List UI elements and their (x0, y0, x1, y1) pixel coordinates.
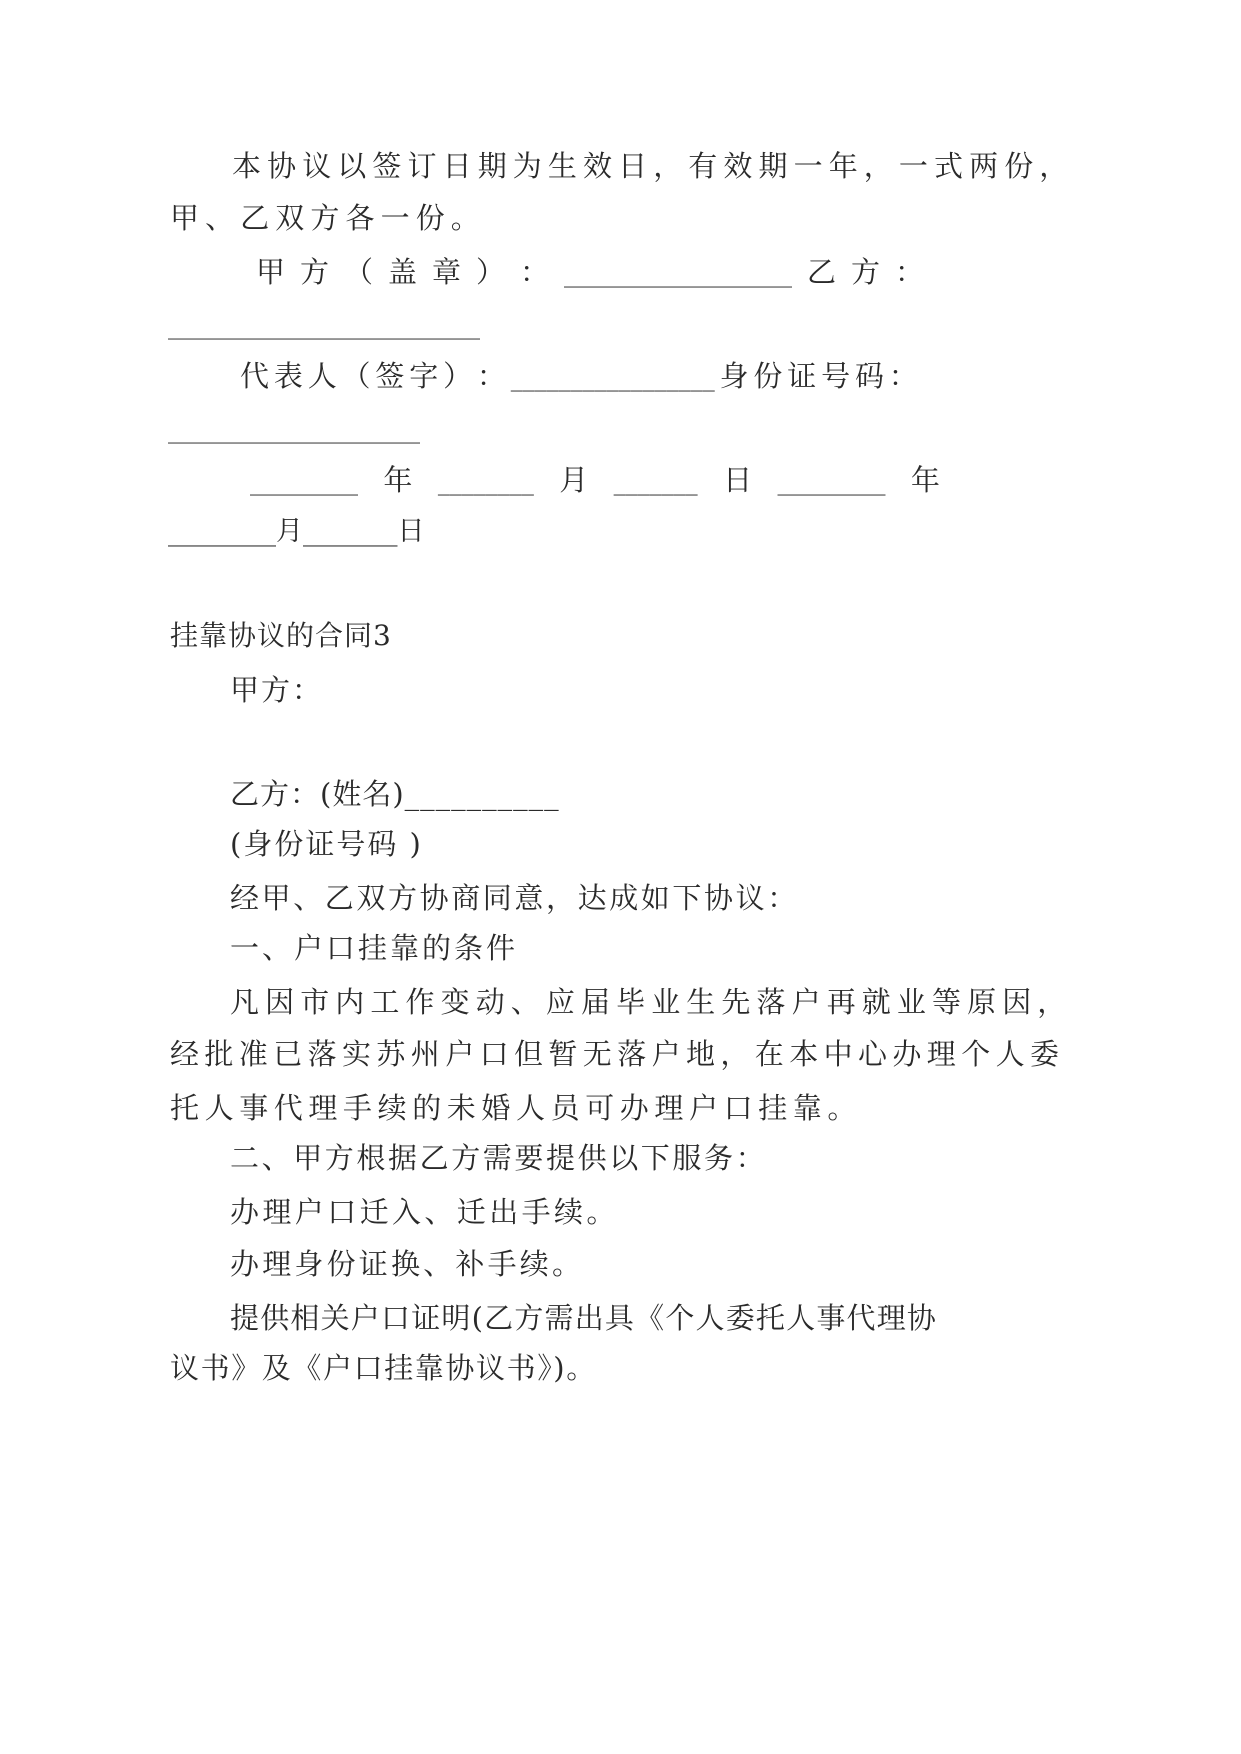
date-char: 年 (910, 463, 940, 497)
id-label: (身份证号码 ) (230, 827, 423, 861)
char: （ (341, 359, 371, 393)
char: ） (476, 255, 506, 289)
date-char: 月 (559, 463, 589, 497)
char: 证 (787, 359, 817, 393)
char: 字 (409, 359, 439, 393)
char: 代 (240, 359, 270, 393)
char: 表 (273, 359, 303, 393)
date-char: 日 (723, 463, 753, 497)
clause-1-line-1-text: 凡因市内工作变动、应届毕业生先落户再就业等原因， (230, 985, 1073, 1019)
clause-1-line-1 (230, 982, 1073, 1022)
clause-2-item-3-line-2: 议书》及《户口挂靠协议书》)。 (170, 1351, 597, 1385)
char: ） (443, 359, 473, 393)
clause-2-item-1: 办理户口迁入、迁出手续。 (230, 1195, 619, 1229)
date-blank: _______ (613, 468, 698, 496)
char: 乙 (806, 255, 836, 289)
char: 方 (300, 255, 330, 289)
paragraph-1-line-1 (232, 146, 1075, 186)
clause-2-item-2: 办理身份证换、补手续。 (230, 1247, 585, 1281)
party-b-label: 乙方：(姓名)__________ (230, 777, 560, 811)
party-a-label: 甲方： (230, 673, 324, 707)
section-title: 挂靠协议的合同3 (170, 619, 392, 652)
signature-blank-party-b: __________________________ (168, 312, 480, 340)
char: 方 (850, 255, 880, 289)
signature-blank-party-a: ___________________ (564, 260, 792, 288)
date-blank: _________ (777, 468, 886, 496)
char: 甲 (256, 255, 286, 289)
char: 码 (854, 359, 884, 393)
char: 签 (375, 359, 405, 393)
char: 章 (432, 255, 462, 289)
signature-blank-representative: _________________ (510, 364, 715, 392)
char: 盖 (388, 255, 418, 289)
char: ： (520, 255, 550, 289)
signature-party-a-line (256, 252, 924, 292)
id-number-blank: _____________________ (168, 416, 420, 444)
clause-1-line-3: 托人事代理手续的未婚人员可办理户口挂靠。 (170, 1091, 863, 1125)
char: 号 (821, 359, 851, 393)
char: ： (476, 359, 506, 393)
paragraph-1-line-1-text: 本协议以签订日期为生效日，有效期一年，一式两份， (232, 149, 1075, 183)
date-line-2: ________月_______日 (168, 516, 425, 547)
date-line (250, 460, 940, 500)
char: ： (894, 255, 924, 289)
char: ： (888, 359, 918, 393)
paragraph-1-line-2: 甲、乙双方各一份。 (170, 201, 486, 235)
representative-line (240, 356, 918, 396)
date-blank: _________ (250, 468, 358, 496)
clause-2-item-3-line-1: 提供相关户口证明(乙方需出具《个人委托人事代理协 (230, 1301, 938, 1335)
date-blank: ________ (437, 468, 534, 496)
clause-1-heading: 一、户口挂靠的条件 (230, 931, 519, 965)
char: 身 (719, 359, 749, 393)
clause-2-heading: 二、甲方根据乙方需要提供以下服务： (230, 1141, 768, 1175)
intro-text: 经甲、乙双方协商同意，达成如下协议： (230, 881, 799, 915)
char: 人 (307, 359, 337, 393)
char: 份 (753, 359, 783, 393)
clause-1-line-2: 经批准已落实苏州户口但暂无落户地，在本中心办理个人委 (170, 1037, 1065, 1071)
date-char: 年 (383, 463, 413, 497)
char: （ (344, 255, 374, 289)
